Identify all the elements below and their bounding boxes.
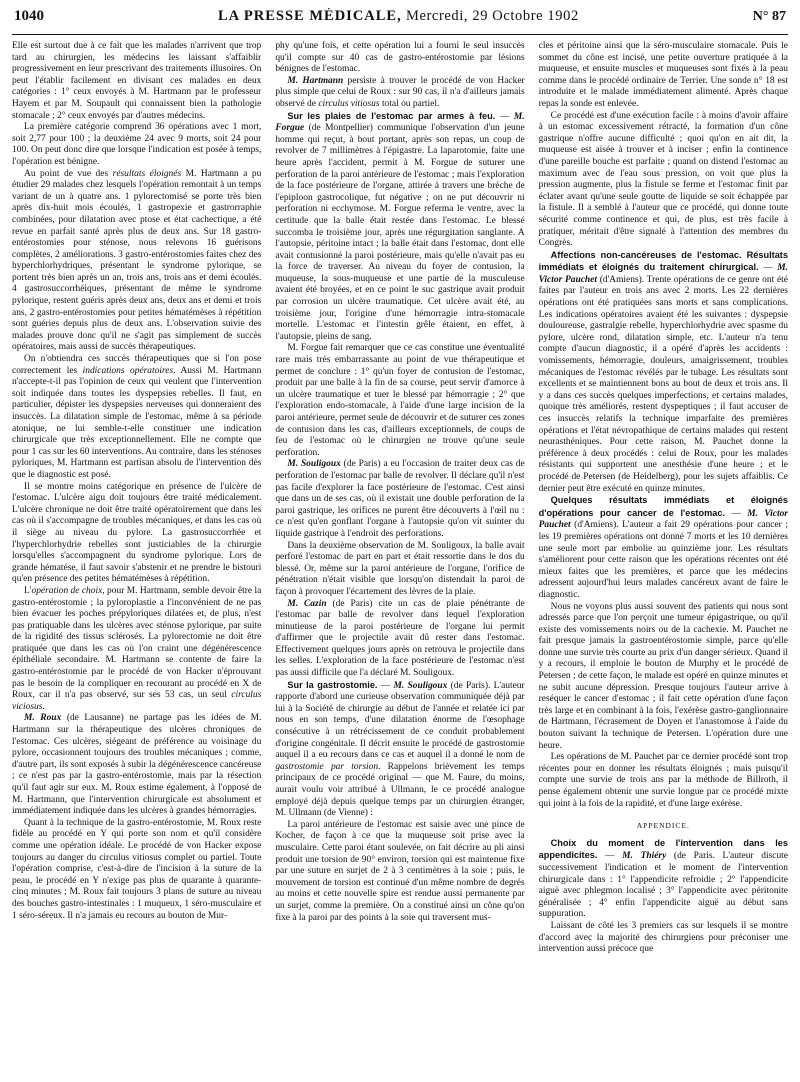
paragraph: La première catégorie comprend 36 opérations avec 1 mort, soit 2,77 pour 100 ; la deuxième 24 avec 9 morts, soit 24 pour 100. On peut donc dire que lorsque l'indication est posée à temps, l'opération est bénigne. <box>12 122 262 167</box>
text-run: , pour M. Hartmann, semble devoir être la gastro-entérostomie ; la pyloroplastie a l'inconvénient de ne pas bien évacuer les poches prépyloriques dilatées et, de plus, n'est pas pratiquable dans les ulcères avec sténose pylorique, par suite de la rigidité des tissus sclérosés. La pylorectomie ne doit être pratiquée que dans les cas où l'on craint une dégénérescence épithéliale secondaire. M. Hartmann se contente de faire la gastro-entérostomie par le procédé de von Hacker n'éprouvant pas le besoin de la compliquer en recourant au procédé en X de Roux, car il n'a pas observé, sur ses 53 cas, un seul <box>12 585 262 701</box>
page-header <box>12 8 788 35</box>
paragraph <box>275 599 524 680</box>
emphasis: gastrostomie par torsion <box>275 761 379 772</box>
section-title: APPENDICE. <box>636 821 690 831</box>
paragraph: Laissant de côté les 3 premiers cas sur lesquels il se montre d'accord avec la majorité des chirurgiens pour préconiser une intervention aussi précoce que <box>538 920 788 955</box>
text-run: . Rappelons brièvement les temps principaux de ce procédé original — que M. Faure, du moins, aurait voulu voir attribué à Ullmann, le ce procédé analogue employé déjà depuis quelque temps par un chirurgien étranger, M. Ullmann (de Vienne) : <box>275 761 525 819</box>
text-run: . <box>42 701 45 712</box>
paragraph: Quelques résultats immédiats et éloignés d'opérations pour cancer de l'estomac. — M. Victor Pauchet (d'Amiens). L'auteur a fait 29 opérations pour cancer ; les 19 premières opérations ont donné 7 morts et les 10 dernières une seule mort par embolie au quinzième jour. Les résultats s'améliorent pour cette raison que les opérations récentes ont été mieux faites que les premières, et parce que les médecins adressent aujourd'hui leurs malades cancéreux avant de faire le diagnostic. <box>538 495 788 600</box>
column-left <box>12 41 261 1069</box>
paragraph: Elle est surtout due à ce fait que les malades n'arrivent que trop tard au chirurgien, les médecins les laissant s'affaiblir progressivement en leur prescrivant des traitements illusoires. On peut l'établir facilement en divisant ces malades en deux catégories : 1° ceux envoyés à M. Hartmann par le professeur Hayem et par M. Soupault qui connaissent bien la pathologie stomacale ; 2° ceux envoyés par d'autres médecins. <box>12 41 262 121</box>
page-number: 1040 <box>14 8 44 24</box>
emphasis: indications opératoires <box>82 365 174 376</box>
paragraph: Sur les plaies de l'estomac par armes à feu. — M. Forgue (de Montpellier) communique l'observation d'un jeune homme qui reçut, à bout portant, après son repas, un coup de revolver de 7 millimètres à l'épigastre. La laparotomie, faite une heure après l'accident, permit à M. Forgue de suturer une perforation de la paroi antérieure de l'estomac ; mais l'exploration de la face postérieure de l'organe, attirée à travers une brèche de l'epiploon gastrocolique, fut négative ; on ne put découvrir ni perforation ni ecchymose. M. Forgue referma le ventre, avec la certitude que la balle était restée dans l'estomac. Le blessé succomba le troisième jour, après une régurgitation sanglante. A l'autopsie, péritoine intact ; la balle était dans l'estomac, dont elle avait contusionné la paroi postérieure, mais qu'elle n'avait pas eu la force de traverser. Au niveau du foyer de contusion, la muqueuse, la sous-muqueuse et une partie de la musculeuse avaient été broyées, et en ce point le suc gastrique avait produit par corrosion un ulcère traumatique. Cet ulcère avait été, au troisième jour, l'origine d'une hémorragie intra-stomacale mortelle. L'estomac et l'intestin grêle étaient, en effet, à l'autopsie, pleins de sang. <box>275 110 525 342</box>
text-run: persiste à trouver le procédé de von Hacker plus simple que celui de Roux : sur 90 cas, il n'a d'ailleurs jamais observé de <box>275 75 525 109</box>
text-run: (de Paris) a eu l'occasion de traiter deux cas de perforation de l'estomac par balle de revolver. Il déclare qu'il n'est pas facile d'explorer la face postérieure de l'estomac. C'est ainsi que dans un de ses cas, où il existait une double perforation de la paroi gastrique, les orifices ne purent être découverts à l'œil nu : ce n'est qu'en gonflant l'organe à l'autopsie qu'on vit suinter du liquide gastrique à l'endroit des perforations. <box>275 459 525 539</box>
text-run: (de Paris). L'auteur rapporte d'abord une curieuse observation communiquée déjà par lui à la Société de chirurgie au début de l'année et relatée ici par nous en son temps, d'une dilatation énorme de l'œsophage consécutive à un rétrécissement de ce conduit probablement d'origine congénitale. Il décrit ensuite le procédé de gastrostomie auquel il a eu recours dans ce cas et auquel il a donné le nom de <box>275 680 525 761</box>
paragraph: Nous ne voyons plus aussi souvent des patients qui nous sont adressés parce que l'on perçoit une tumeur épigastrique, ou qu'il existe des vomissements noirs ou de la cachexie. M. Pauchet ne fait presque jamais la gastroentérostomie simple, parce qu'elle donne une survie très courte au prix d'un danger sérieux. Quand il y a recours, il emploie le bouton de Murphy et le procédé de Petersen ; de cette façon, le malade est opéré en quinze minutes et ne subit aucune dépression. Presque toujours l'auteur arrive à reséquer le cancer d'estomac ; il fait cette opération d'une façon très large et en combinant à la fois, l'exérèse gastro-ganglionnaire de Hartmann, l'écrasement de Doyen et l'anastomose à l'aide du bouton suivant la technique de Petersen. L'opération dure une heure. <box>538 601 788 751</box>
text-run: Au point de vue des <box>24 168 113 179</box>
text-run: (de Paris. L'auteur discute successivement l'indication et le moment de l'intervention chirurgicale dans : 1° l'appendicite refroidie ; 2° l'appendicite aiguë avec phlegmon localisé ; 3° l'appendicite avec péritonite généralisée ; 4° enfin l'appendicite aiguë au début sans suppuration. <box>538 851 788 920</box>
paragraph <box>275 459 524 540</box>
text-run: (de Montpellier) communique l'observation d'un jeune homme qui reçut, à bout portant, après son repas, un coup de revolver de 7 millimètres à l'épigastre. La laparotomie, faite une heure après l'accident, permit à M. Forgue de suturer une perforation de la paroi antérieure de l'estomac ; mais l'exploration de la face postérieure de l'organe, attirée à travers une brèche de l'epiploon gastrocolique, fut négative ; on ne put découvrir ni perforation ni ecchymose. M. Forgue referma le ventre, avec la certitude que la balle était restée dans l'estomac. Le blessé succomba le troisième jour, après une régurgitation sanglante. A l'autopsie, péritoine intact ; la balle était dans l'estomac, dont elle avait contusionné la paroi postérieure, mais qu'elle n'avait pas eu la force de traverser. Au niveau du foyer de contusion, la muqueuse, la sous-muqueuse et une partie de la musculeuse avaient été broyées, et en ce point le suc gastrique avait produit par corrosion un ulcère traumatique. Cet ulcère avait été, au troisième jour, l'origine d'une hémorragie intra-stomacale mortelle. L'estomac et l'intestin grêle étaient, en effet, à l'autopsie, pleins de sang. <box>275 123 525 342</box>
journal-page <box>12 8 788 1074</box>
text-run: L' <box>24 585 32 596</box>
author-name: M. Roux <box>24 713 62 724</box>
paragraph: phy qu'une fois, et cette opération lui a fourni le seul insuccès qu'il compte sur 40 cas de gastro-entérostomie par lésions bénignes de l'estomac. <box>275 41 525 75</box>
paragraph: Sur la gastrostomie. — M. Souligoux (de Paris). L'auteur rapporte d'abord une curieuse observation communiquée déjà par lui à la Société de chirurgie au début de l'année et relatée ici par nous en son temps, d'une dilatation énorme de l'œsophage consécutive à un rétrécissement de ce conduit probablement d'origine congénitale. Il décrit ensuite le procédé de gastrostomie auquel il a eu recours dans ce cas et auquel il a donné le nom de gastrostomie par torsion. Rappelons brièvement les temps principaux de ce procédé original — que M. Faure, du moins, aurait voulu voir attribué à Ullmann, le ce procédé analogue employé déjà depuis quelque temps par un chirurgien étranger, M. Ullmann (de Vienne) : <box>275 679 525 819</box>
issue-date: Mercredi, 29 Octobre 1902 <box>405 8 579 24</box>
emphasis: circulus vitiosus <box>318 98 380 109</box>
text-run: (d'Amiens). L'auteur a fait 29 opérations pour cancer ; les 19 premières opérations ont donné 7 morts et les 10 dernières une seule mort par embolie au quinzième jour. Les résultats s'améliorent pour cette raison que les opérations récentes ont été mieux faites que les premières, et parce que les médecins adressent aujourd'hui leurs malades cancéreux avant de faire le diagnostic. <box>538 520 788 600</box>
paragraph <box>12 354 261 482</box>
paragraph <box>12 169 261 355</box>
author-name: M. Forgue <box>275 111 525 134</box>
section-heading: Sur les plaies de l'estomac par armes à feu. <box>287 110 496 121</box>
text-run: On n'obtiendra ces succès thérapeutiques que si l'on pose correctement les <box>12 354 262 376</box>
journal-title: LA PRESSE MÉDICALE, <box>217 8 402 24</box>
paragraph: Affections non-cancéreuses de l'estomac. Résultats immédiats et éloignés du traitement chirurgical. — M. Victor Pauchet (d'Amiens). Trente opérations de ce genre ont été faites par l'auteur en trois ans avec 2 morts. Les 22 dernières opérations ont été pratiquées sans morts et sans complications. Les indications opératoires avaient été les suivantes : dyspepsie douloureuse, gastralgie rebelle, hyperchlorhydrie avec spasme du pylore, ulcère rond, dilatation simple, etc. L'auteur n'a tenu compte d'aucun diagnostic, il a opéré d'après les accidents : vomissements, hémorragie, douleurs, amaigrissement, troubles mécaniques de l'estomac révélés par le tubage. Les résultats sont excellents et se maintiennent bons au bout de deux et trois ans. Il y a dans ces succès quelques imperfections, et certains malades, quoique très améliorés, restent dyspeptiques ; il faut accuser de ces insuccès relatifs la technique imparfaite des premières opérations et l'état névropathique de certains malades qui restent neurasthéniques. Pour cette raison, M. Pauchet donne la préférence à deux procédés : celui de Roux, pour les malades résistants qui supportent une anesthésie d'une heure ; et le procédé de Petersen (de Heidelberg), pour les sujets affaiblis. Ce dernier peut être exécuté en quinze minutes. <box>538 249 788 494</box>
paragraph: Choix du moment de l'intervention dans les appendicites. — M. Thiéry (de Paris. L'auteur discute successivement l'indication et le moment de l'intervention chirurgicale dans : 1° l'appendicite refroidie ; 2° l'appendicite aiguë avec phlegmon localisé ; 3° l'appendicite avec péritonite généralisée ; 4° enfin l'appendicite aiguë au début sans suppuration. <box>538 837 788 920</box>
emphasis: circulus viciosus <box>12 690 262 712</box>
section-heading: Choix du moment de l'intervention dans les appendicites. <box>538 837 788 861</box>
paragraph: M. Forgue fait remarquer que ce cas constitue une éventualité rare mais très embarrassante au point de vue thérapeutique et permet de conclure : 1° qu'un foyer de contusion de l'estomac, produit par une balle à la fin de sa course, peut servir d'amorce à un ulcère traumatique et tuer le blessé par hémorragie ; 2° que l'exploration endo-stomacale, à l'aide d'une large incision de la paroi antérieure, permet seule de découvrir et de suturer ces zones de contusion dans les cas, d'ailleurs exceptionnels, de coups de feu de l'estomac où le chirurgien ne trouve qu'une seule perforation. <box>275 343 525 458</box>
text-run: (de Paris) cite un cas de plaie pénétrante de l'estomac par balle de revolver dans lequel l'exploration minutieuse de la paroi postérieure de l'organe lui permit d'affirmer que le projectile avait dû rester dans l'estomac. Effectivement quelques jours après on retrouva le projectile dans les selles. L'exploration de la face postérieure de l'estomac n'est pas aussi difficile que l'a déclaré M. Souligoux. <box>275 598 525 679</box>
column-middle <box>275 41 524 1069</box>
section-heading: Affections non-cancéreuses de l'estomac. Résultats immédiats et éloignés du traitement chirurgical. <box>538 249 788 273</box>
paragraph <box>12 586 261 714</box>
paragraph: cles et péritoine ainsi que la séro-musculaire stomacale. Puis le sommet du cône est incisé, une petite ouverture pratiquée à la muqueuse, et ensuite muscles et muqueuses sont fixés à la peau comme dans le procédé ordinaire de Terrier. Une sonde n° 18 est introduite et le malade immédiatement alimenté. Après chaque repas la sonde est enlevée. <box>538 41 788 109</box>
text-run: (de Lausanne) ne partage pas les idées de M. Hartmann sur la thérapeutique des ulcères chroniques de l'estomac. Ces ulcères, siégeant de préférence au voisinage du pylore, occasionnent toujours des troubles mécaniques ; comme, d'autre part, ils sont exposés à subir la dégénérescence cancéreuse ; ce n'est pas par la gastro-entérostomie, mais par la résection qu'il faut agir sur eux. M. Roux estime également, à l'opposé de M. Hartmann, que l'intervention chirurgicale est absolument et immédiatement indiquée dans les ulcères à grandes hémorragies. <box>12 713 262 817</box>
section-heading: Quelques résultats immédiats et éloignés d'opérations pour cancer de l'estomac. <box>538 495 788 518</box>
running-title <box>218 8 579 25</box>
author-name: M. Hartmann <box>287 75 344 86</box>
paragraph: Les opérations de M. Pauchet par ce dernier procédé sont trop récentes pour en donner les résultats éloignés ; mais puisqu'il compte une survie de trois ans par la méthode de Billroth, il pense également obtenir une survie longue par ce procédé mixte qui joint à la fois de la rapidité, et d'une large exérèse. <box>538 752 788 809</box>
paragraph: Ce procédé est d'une exécution facile : à moins d'avoir affaire à un estomac excessivement rétracté, la formation d'un cône gastrique n'offre aucune difficulté ; quoi qu'on en ait dit, la muqueuse est aisée à trouver et à inciser ; enfin la continence d'une pareille bouche est parfaite ; quand on distend l'estomac au maximum avec de l'eau sous pression, on voit que plus la pression augmente, plus la fistule se ferme et l'estomac finit par éclater avant qu'une seule goutte de liquide se soit échappée par la fistule. Il a semblé à l'auteur que ce procédé, qui donne toute sécurité comme continence et qui, de plus, est très facile à pratiquer, méritait d'être signalé à l'attention des membres du Congrès. <box>538 110 788 249</box>
text-run: total ou partiel. <box>379 98 440 109</box>
paragraph: Dans la deuxième observation de M. Souligoux, la balle avait perforé l'estomac de part en part et était ressortie dans le dos du blessé. Or, même sur la paroi antérieure de l'organe, l'orifice de pénétration n'était visible que lorsqu'on distendait la paroi de façon à provoquer l'écartement des lèvres de la plaie. <box>275 540 525 597</box>
emphasis: opération de choix <box>31 585 103 596</box>
paragraph: La paroi antérieure de l'estomac est saisie avec une pince de Kocher, de façon à ce que la muqueuse soit prise avec la musculaire. Cette paroi étant soulevée, on fait décrire au pli ainsi produit une torsion de 90° environ, torsion qui est maintenue fixe par une suture en surjet de 2 à 3 centimètres à la soie ; puis, le mouvement de torsion est continué d'un même nombre de degrés au moins et cette nouvelle spire est rendue aussi permanente par un surjet, comme la première. On a constitué ainsi un cône qu'on fixe à la paroi par des points à la soie qui traversent mus- <box>275 819 525 923</box>
text-columns <box>12 41 788 1069</box>
paragraph <box>12 713 261 817</box>
issue-number: N° 87 <box>752 9 786 24</box>
emphasis: résultats éloignés <box>112 168 182 179</box>
author-name: M. Souligoux <box>393 680 448 691</box>
text-run: (d'Amiens). Trente opérations de ce genre ont été faites par l'auteur en trois ans avec 2 morts. Les 22 dernières opérations ont été pratiquées sans morts et sans complications. Les indications opératoires avaient été les suivantes : dyspepsie douloureuse, gastralgie rebelle, hyperchlorhydrie avec spasme du pylore, ulcère rond, dilatation simple, etc. L'auteur n'a tenu compte d'aucun diagnostic, il a opéré d'après les accidents : vomissements, hémorragie, douleurs, amaigrissement, troubles mécaniques de l'estomac révélés par le tubage. Les résultats sont excellents et se maintiennent bons au bout de deux et trois ans. Il y a dans ces succès quelques imperfections, et certains malades, quoique très améliorés, restent dyspeptiques ; il faut accuser de ces insuccès relatifs la technique imparfaite des premières opérations et l'état névropathique de certains malades qui restent neurasthéniques. Pour cette raison, M. Pauchet donne la préférence à deux procédés : celui de Roux, pour les malades résistants qui supportent une anesthésie d'une heure ; et le procédé de Petersen (de Heidelberg), pour les sujets affaiblis. Ce dernier peut être exécuté en quinze minutes. <box>538 274 788 494</box>
text-run: M. Hartmann a pu étudier 29 malades chez lesquels l'opération remontait à un temps variant de un à quatre ans. 1 pylorectomisé se porte très bien après dix-huit mois écoulés, 1 gastropexie et gastrorraphie combinées, pour dilatation avec ptose et état cachectique, a été revue en parfait santé après plus de deux ans. Sur 18 gastro-entérostomies pour sténose, nous relevons 16 guérisons complètes, 2 améliorations. 3 gastro-entérostomies faites chez des hyperchlorhydriques, présentant le syndrome pylorique, se portent très bien après un an, trois ans, trois ans et demi écoulés. 4 gastrosuccorrhéiques, présentant de même le syndrome pylorique, restent guéris après deux ans, deux ans et demi et trois ans, 2 gastro-entérostomies pour petites hématémèses à répétition sont guéries depuis plus de deux ans. L'observation suivie des malades prouve donc qu'il ne s'agit pas simplement de succès opératoires, mais aussi de succès thérapeutiques. <box>12 168 262 353</box>
author-name: M. Victor Pauchet <box>538 263 788 285</box>
author-name: M. Thiéry <box>622 851 667 862</box>
paragraph: Il se montre moins catégorique en présence de l'ulcère de l'estomac. L'ulcère aigu doit toujours être traité médicalement. L'ulcère chronique ne doit être traité opératoirement que dans les cas où il s'accompagne de troubles mécaniques, et dans les cas où il siège au niveau du pylore. La gastrosuccorrhée et l'hyperchlorhydrie rebelles sont justiciables de la chirurgie lorsqu'elles s'accompagnent du syndrome pylorique. Lors de grande hématése, il faut savoir s'abstenir et ne prendre le bistouri qu'en présence des petites hématémèses à répétition. <box>12 481 262 585</box>
paragraph <box>275 76 524 111</box>
author-name: M. Souligoux <box>287 459 341 470</box>
author-name: M. Victor Pauchet <box>538 508 788 531</box>
section-heading: Sur la gastrostomie. <box>287 679 378 690</box>
paragraph: Quant à la technique de la gastro-entérostomie, M. Roux reste fidèle au procédé en Y qui porte son nom et qu'il considère comme une opération idéale. Le procédé de von Hacker expose toujours au danger du circulus vitiosus complet ou partiel. Toute l'opération comprise, c'est-à-dire de l'incision à la suture de la peau, le procédé en Y n'exige pas plus de quarante à quarante-cinq minutes ; M. Roux fait toujours 3 plans de suture au niveau des bouches gastro-intestinales : 1 muqueux, 1 séro-musculaire et 1 séro-séreux. Il n'a jamais eu recours au bouton de Mur- <box>12 817 262 921</box>
text-run: . Aussi M. Hartmann n'accepte-t-il pas l'opinion de ceux qui veulent que l'intervention soit indiquée dans toutes les dyspepsies rebelles. Il faut, en particulier, dépister les dyspepsies nerveuses qui donneraient des insuccès. La dilatation simple de l'estomac, même à sa période atonique, ne lui semble-t-elle constituer une indication chirurgicale que très exceptionnellement. Elle ne compte que pour 1 cas sur les 60 interventions. Au contraire, dans les sténoses pyloriques, M. Hartmann est partisan absolu de l'intervention dès que le diagnostic est posé. <box>12 365 262 480</box>
column-right <box>539 41 788 1069</box>
author-name: M. Cazin <box>287 598 327 609</box>
